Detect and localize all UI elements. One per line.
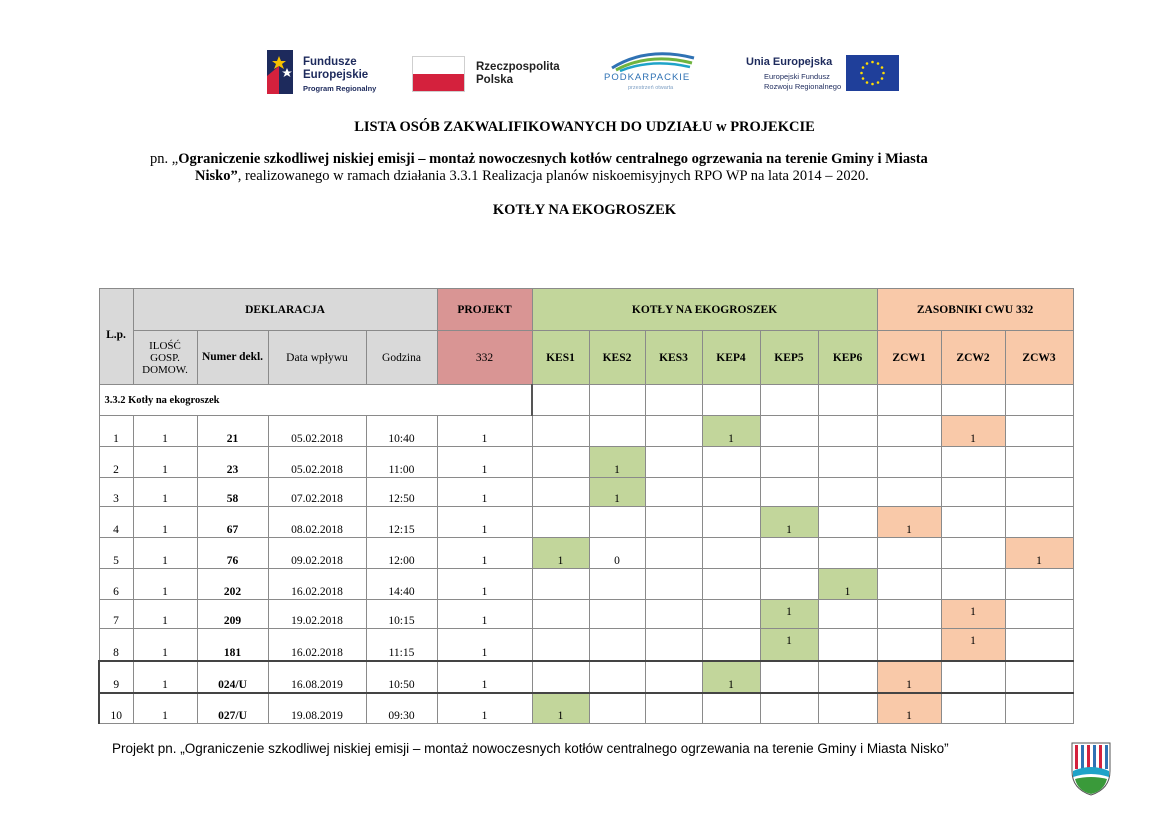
cell-kep5 [760,569,818,600]
cell-zcw1 [877,478,941,507]
fe-logo-line3: Program Regionalny [303,84,377,93]
cell-godzina: 11:15 [366,629,437,661]
cell-zcw3 [1005,416,1073,447]
cell-godzina: 12:00 [366,538,437,569]
cell-kep5: 1 [760,507,818,538]
pk-logo-sub: przestrzeń otwarta [628,85,674,91]
table-row [99,507,1073,538]
cell-zcw3 [1005,507,1073,538]
table-row [99,447,1073,478]
cell-zcw1 [877,629,941,661]
cell-zcw1 [877,416,941,447]
eu-flag-icon [846,55,899,91]
cell-numer: 181 [197,629,268,661]
section-empty-cell [941,385,1005,416]
ue-logo-line3: Rozwoju Regionalnego [764,82,842,91]
cell-projekt: 1 [437,569,532,600]
cell-projekt: 1 [437,538,532,569]
cell-data: 16.02.2018 [268,569,366,600]
cell-kes2 [589,629,645,661]
cell-lp: 7 [99,600,133,629]
cell-lp: 6 [99,569,133,600]
cell-zcw1 [877,600,941,629]
cell-kep6 [818,447,877,478]
section-empty-cell [877,385,941,416]
cell-kes2 [589,416,645,447]
section-empty-cell [589,385,645,416]
cell-zcw2 [941,538,1005,569]
cell-lp: 5 [99,538,133,569]
cell-kep4: 1 [702,661,760,693]
table-row [99,538,1073,569]
cell-kep4 [702,569,760,600]
cell-ilosc: 1 [133,569,197,600]
footer-text: Projekt pn. „Ograniczenie szkodliwej niskiej emisji – montaż nowoczesnych kotłów centralnego ogrzewania na terenie Gminy i Miasta Nisko” [112,741,949,756]
cell-godzina: 10:15 [366,600,437,629]
cell-zcw1: 1 [877,661,941,693]
cell-lp: 4 [99,507,133,538]
cell-zcw1 [877,538,941,569]
cell-zcw3 [1005,600,1073,629]
qualified-list-table [98,288,1074,724]
col-group-deklaracja: DEKLARACJA [133,289,437,331]
cell-data: 16.08.2019 [268,661,366,693]
cell-zcw3 [1005,447,1073,478]
cell-kes3 [645,538,702,569]
section-row [99,385,1073,416]
page-title: LISTA OSÓB ZAKWALIFIKOWANYCH DO UDZIAŁU w PROJEKCIE [354,119,815,135]
cell-zcw2: 1 [941,600,1005,629]
cell-kep6 [818,507,877,538]
subtitle-rest: , realizowanego w ramach działania 3.3.1 Realizacja planów niskoemisyjnych RPO WP na lata 2014 – 2020. [237,168,869,184]
cell-zcw2 [941,661,1005,693]
cell-ilosc: 1 [133,447,197,478]
cell-projekt: 1 [437,478,532,507]
cell-kep4 [702,629,760,661]
fundusze-europejskie-logo [267,48,392,98]
cell-zcw2 [941,447,1005,478]
cell-godzina: 14:40 [366,569,437,600]
cell-ilosc: 1 [133,600,197,629]
cell-ilosc: 1 [133,661,197,693]
cell-ilosc: 1 [133,507,197,538]
col-header-kep4: KEP4 [702,331,760,385]
cell-zcw2 [941,478,1005,507]
cell-kes2: 1 [589,447,645,478]
cell-zcw3 [1005,478,1073,507]
section-empty-cell [818,385,877,416]
cell-kes1 [532,447,589,478]
cell-ilosc: 1 [133,416,197,447]
cell-kep4 [702,447,760,478]
section-empty-cell [702,385,760,416]
cell-zcw1 [877,447,941,478]
unia-europejska-logo [742,48,902,98]
cell-lp: 9 [99,661,133,693]
cell-kep6 [818,416,877,447]
cell-lp: 8 [99,629,133,661]
cell-kep4: 1 [702,416,760,447]
cell-kep4 [702,478,760,507]
col-header-kes2: KES2 [589,331,645,385]
cell-projekt: 1 [437,693,532,724]
cell-kep6 [818,629,877,661]
col-header-data: Data wpływu [268,331,366,385]
project-subtitle [150,151,1055,185]
table-row [99,661,1073,693]
col-header-ilosc: ILOŚĆ GOSP. DOMOW. [133,331,197,385]
cell-kes1: 1 [532,538,589,569]
podkarpackie-swoosh-icon [602,48,702,72]
cell-numer: 76 [197,538,268,569]
subtitle-prefix: pn. „ [150,151,179,167]
cell-projekt: 1 [437,629,532,661]
cell-data: 05.02.2018 [268,447,366,478]
cell-kes3 [645,507,702,538]
cell-data: 09.02.2018 [268,538,366,569]
cell-kes3 [645,569,702,600]
ue-logo-line2: Europejski Fundusz [764,72,830,81]
col-header-kes1: KES1 [532,331,589,385]
cell-lp: 1 [99,416,133,447]
cell-godzina: 10:50 [366,661,437,693]
cell-data: 07.02.2018 [268,478,366,507]
cell-kep5 [760,538,818,569]
cell-kes3 [645,447,702,478]
logo-strip [0,48,1169,98]
section-empty-cell [760,385,818,416]
cell-ilosc: 1 [133,538,197,569]
cell-kep6 [818,661,877,693]
cell-numer: 21 [197,416,268,447]
cell-zcw2 [941,693,1005,724]
header-row-columns [99,331,1073,385]
section-label: 3.3.2 Kotły na ekogroszek [99,385,532,416]
cell-data: 08.02.2018 [268,507,366,538]
cell-kes1 [532,416,589,447]
cell-kes2 [589,600,645,629]
cell-zcw2: 1 [941,629,1005,661]
cell-zcw3 [1005,569,1073,600]
rp-logo-line2: Polska [476,74,514,86]
cell-zcw2: 1 [941,416,1005,447]
cell-kep5 [760,693,818,724]
cell-kes2 [589,507,645,538]
cell-kes3 [645,661,702,693]
cell-lp: 10 [99,693,133,724]
cell-data: 16.02.2018 [268,629,366,661]
col-group-projekt: PROJEKT [437,289,532,331]
fe-logo-line1: Fundusze [303,56,357,68]
cell-godzina: 12:50 [366,478,437,507]
cell-numer: 23 [197,447,268,478]
subtitle-project-name: Ograniczenie szkodliwej niskiej emisji – montaż nowoczesnych kotłów centralnego ogrzewania na terenie Gminy i Miasta [178,151,928,167]
cell-projekt: 1 [437,416,532,447]
col-group-zasobniki: ZASOBNIKI CWU 332 [877,289,1073,331]
section-empty-cell [532,385,589,416]
col-header-projekt-code: 332 [437,331,532,385]
cell-lp: 2 [99,447,133,478]
cell-zcw1: 1 [877,693,941,724]
col-header-numer: Numer dekl. [197,331,268,385]
table-row [99,693,1073,724]
cell-numer: 024/U [197,661,268,693]
cell-kes2: 1 [589,478,645,507]
cell-zcw1 [877,569,941,600]
cell-kes1 [532,569,589,600]
cell-kep4 [702,600,760,629]
cell-zcw1: 1 [877,507,941,538]
subtitle-project-name-end: Nisko” [195,168,238,184]
col-header-lp: L.p. [99,289,133,385]
cell-kep6 [818,600,877,629]
nisko-coat-of-arms-icon [1070,741,1112,797]
cell-kep5 [760,661,818,693]
cell-kes1 [532,629,589,661]
cell-kes3 [645,693,702,724]
cell-godzina: 12:15 [366,507,437,538]
cell-data: 05.02.2018 [268,416,366,447]
table-row [99,478,1073,507]
cell-kes2 [589,693,645,724]
cell-kep5 [760,478,818,507]
table-row [99,629,1073,661]
cell-kep5 [760,416,818,447]
rp-logo-line1: Rzeczpospolita [476,61,560,73]
rzeczpospolita-polska-logo [412,48,572,98]
cell-kes3 [645,478,702,507]
col-header-zcw1: ZCW1 [877,331,941,385]
cell-numer: 67 [197,507,268,538]
cell-kep4 [702,538,760,569]
ue-logo-line1: Unia Europejska [746,56,833,68]
cell-kes1 [532,478,589,507]
table-row [99,569,1073,600]
cell-ilosc: 1 [133,693,197,724]
cell-kes3 [645,416,702,447]
cell-projekt: 1 [437,661,532,693]
cell-ilosc: 1 [133,629,197,661]
cell-projekt: 1 [437,600,532,629]
cell-projekt: 1 [437,507,532,538]
cell-kes1 [532,507,589,538]
cell-lp: 3 [99,478,133,507]
cell-godzina: 11:00 [366,447,437,478]
header-row-groups [99,289,1073,331]
cell-zcw2 [941,507,1005,538]
cell-kes2 [589,661,645,693]
section-heading: KOTŁY NA EKOGROSZEK [492,202,677,218]
cell-projekt: 1 [437,447,532,478]
cell-ilosc: 1 [133,478,197,507]
cell-kep4 [702,693,760,724]
cell-data: 19.02.2018 [268,600,366,629]
table-body [99,416,1073,724]
cell-kes3 [645,629,702,661]
cell-zcw3: 1 [1005,538,1073,569]
cell-numer: 027/U [197,693,268,724]
cell-kep5 [760,447,818,478]
col-header-kep5: KEP5 [760,331,818,385]
podkarpackie-logo [598,48,706,98]
cell-kep5: 1 [760,629,818,661]
cell-numer: 58 [197,478,268,507]
cell-kep6 [818,693,877,724]
cell-kes2 [589,569,645,600]
cell-godzina: 10:40 [366,416,437,447]
polish-flag-icon [412,56,465,92]
cell-zcw3 [1005,693,1073,724]
cell-kes1 [532,600,589,629]
cell-kes3 [645,600,702,629]
col-header-zcw2: ZCW2 [941,331,1005,385]
section-empty-cell [1005,385,1073,416]
cell-zcw2 [941,569,1005,600]
cell-kep6: 1 [818,569,877,600]
table-row [99,416,1073,447]
cell-godzina: 09:30 [366,693,437,724]
table-row [99,600,1073,629]
col-header-zcw3: ZCW3 [1005,331,1073,385]
cell-numer: 209 [197,600,268,629]
cell-numer: 202 [197,569,268,600]
pk-logo-name: PODKARPACKIE [604,72,691,83]
cell-zcw3 [1005,629,1073,661]
cell-kep6 [818,478,877,507]
cell-kep4 [702,507,760,538]
cell-data: 19.08.2019 [268,693,366,724]
cell-kep6 [818,538,877,569]
col-header-kep6: KEP6 [818,331,877,385]
col-header-kes3: KES3 [645,331,702,385]
cell-kes2: 0 [589,538,645,569]
col-group-kotly: KOTŁY NA EKOGROSZEK [532,289,877,331]
section-empty-cell [645,385,702,416]
cell-zcw3 [1005,661,1073,693]
cell-kep5: 1 [760,600,818,629]
cell-kes1 [532,661,589,693]
fe-logo-line2: Europejskie [303,69,369,81]
col-header-godzina: Godzina [366,331,437,385]
cell-kes1: 1 [532,693,589,724]
fundusze-europejskie-emblem-icon [267,48,297,96]
